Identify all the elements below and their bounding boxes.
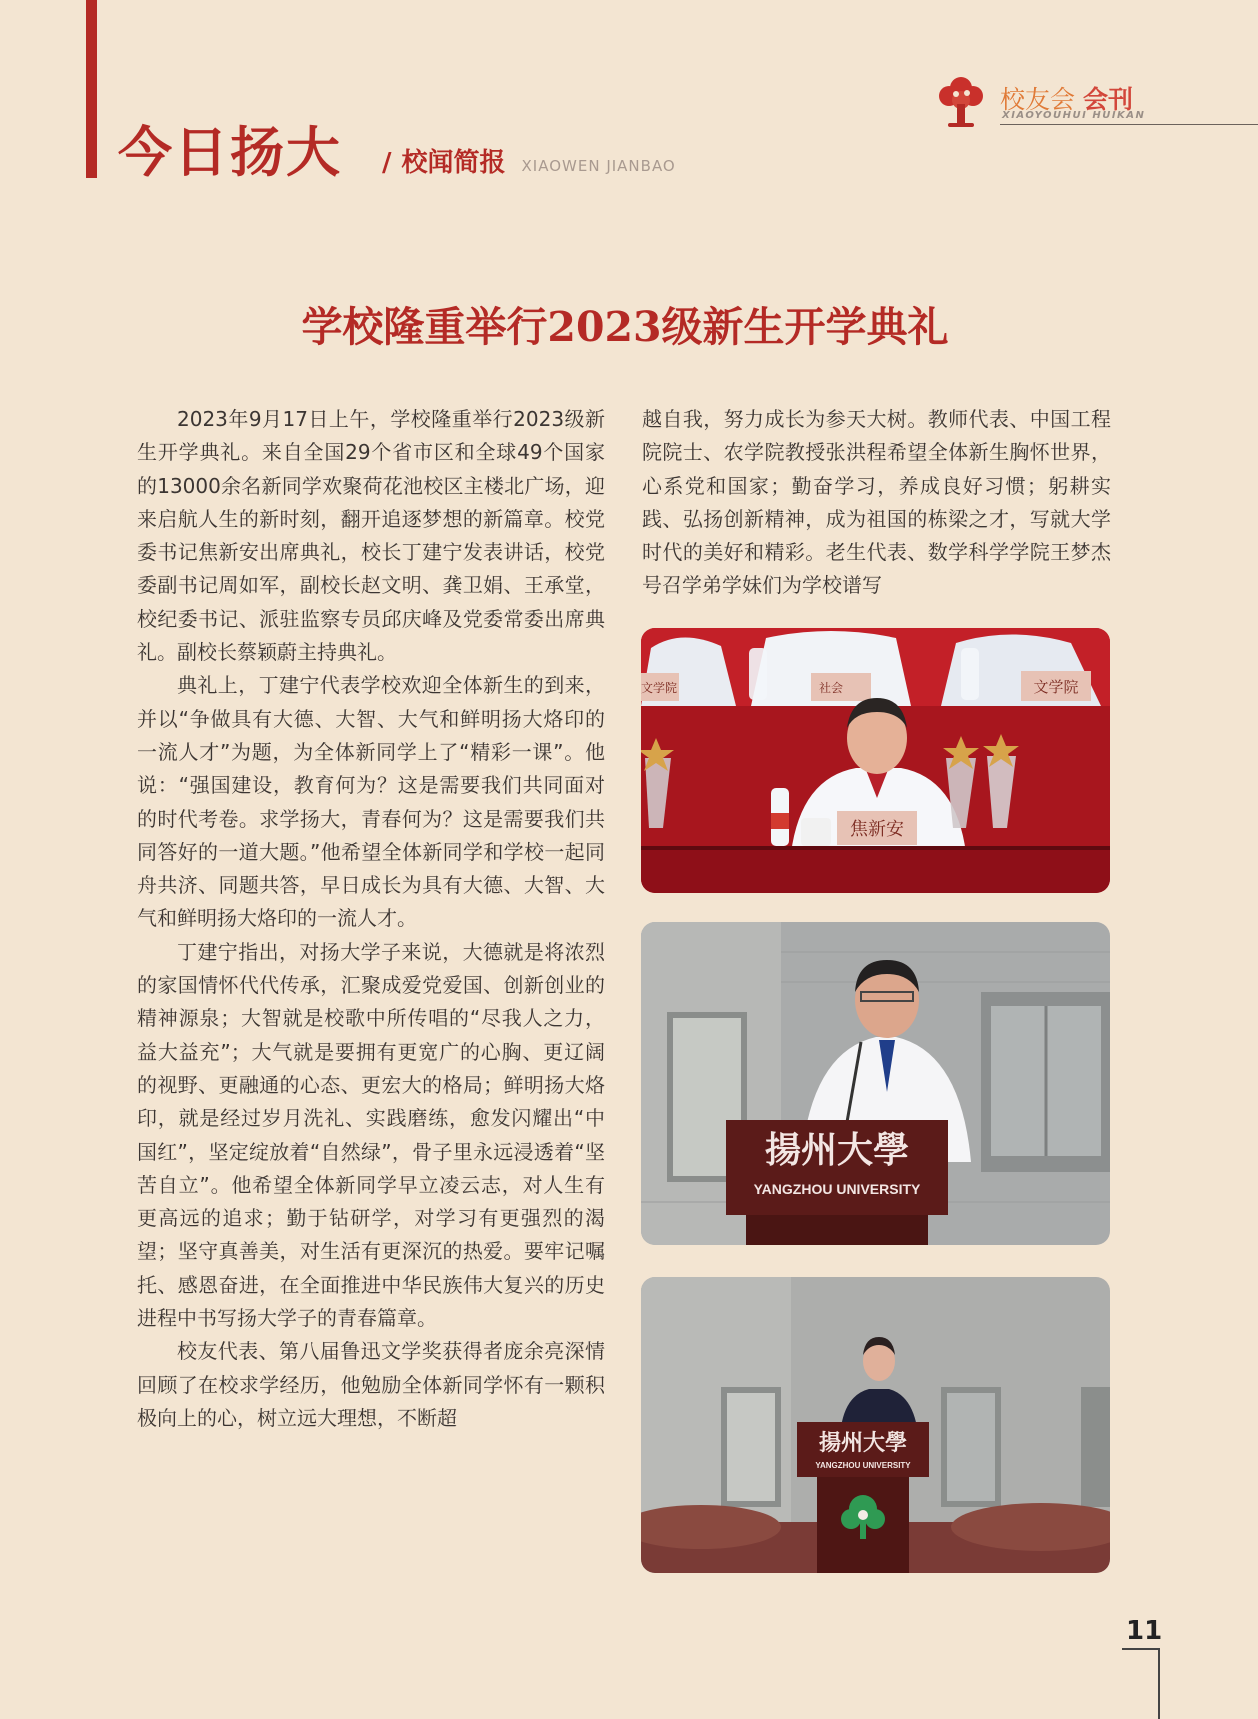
header-rule [1000,124,1258,125]
accent-bar [86,0,97,178]
tree-logo-icon [936,74,986,128]
subtitle-en: XIAOWEN JIANBAO [521,157,676,175]
magazine-name-a: 校友会 [1000,85,1076,114]
section-title: 今日扬大 [118,121,342,184]
section-subtitle [382,142,676,179]
nameplate-text: 焦新安 [850,819,904,840]
podium-text-cn: 揚州大學 [818,1430,908,1456]
article-paragraph-continued: 越自我，努力成长为参天大树。教师代表、中国工程院院士、农学院教授张洪程希望全体新生胸怀世界，心系党和国家；勤奋学习，养成良好习惯；躬耕实践、弘扬创新精神，成为祖国的栋梁之才，写就大学时代的美好和精彩。老生代表、数学科学学院王梦杰号召学弟学妹们为学校谱写 [642,407,1111,598]
photo-ceremony-table [641,628,1110,893]
photo-speaker-podium [641,922,1110,1245]
page-number-rule-vertical [1158,1648,1160,1719]
subtitle-slash: / [382,148,392,178]
name-card-text: 文学院 [1033,678,1079,696]
article-headline: 学校隆重举行2023级新生开学典礼 [301,303,949,351]
podium-text-cn: 揚州大學 [764,1129,910,1171]
podium-text-en: YANGZHOU UNIVERSITY [815,1461,911,1470]
page-number-rule [1122,1648,1160,1650]
page-number: 11 [1126,1616,1163,1646]
article-paragraph: 典礼上，丁建宁代表学校欢迎全体新生的到来，并以“争做具有大德、大智、大气和鲜明扬大烙印的一流人才”为题，为全体新同学上了“精彩一课”。他说：“强国建设，教育何为？这是需要我们共同面对的时代考卷。求学扬大，青春何为？这是需要我们共同答好的一道大题。”他希望全体新同学和学校一起同舟共济、同题共答，早日成长为具有大德、大智、大气和鲜明扬大烙印的一流人才。 [137,673,605,931]
name-card-text: 社会 [818,681,844,695]
subtitle-cn: 校闻简报 [401,148,506,178]
name-card-text: 文学院 [641,681,678,695]
photo-host-podium [641,1277,1110,1573]
article-paragraph: 2023年9月17日上午，学校隆重举行2023级新生开学典礼。来自全国29个省市区和全球49个国家的13000余名新同学欢聚荷花池校区主楼北广场，迎来启航人生的新时刻，翻开追逐梦想的新篇章。校党委书记焦新安出席典礼，校长丁建宁发表讲话，校党委副书记周如军，副校长赵文明、龚卫娟、王承堂，校纪委书记、派驻监察专员邱庆峰及党委常委出席典礼。副校长蔡颖蔚主持典礼。 [137,407,605,665]
magazine-name-b: 会刊 [1083,85,1134,114]
article-column-right [642,403,1111,603]
article-paragraph: 丁建宁指出，对扬大学子来说，大德就是将浓烈的家国情怀代代传承，汇聚成爱党爱国、创新创业的精神源泉；大智就是校歌中所传唱的“尽我人之力，益大益充”；大气就是要拥有更宽广的心胸、更辽阔的视野、更融通的心态、更宏大的格局；鲜明扬大烙印，就是经过岁月洗礼、实践磨练，愈发闪耀出“中国红”，坚定绽放着“自然绿”，骨子里永远浸透着“坚苦自立”。他希望全体新同学早立凌云志，对人生有更高远的追求；勤于钻研学，对学习有更强烈的渴望；坚守真善美，对生活有更深沉的热爱。要牢记嘱托、感恩奋进，在全面推进中华民族伟大复兴的历史进程中书写扬大学子的青春篇章。 [137,939,605,1331]
podium-text-en: YANGZHOU UNIVERSITY [753,1181,921,1197]
magazine-name-en: XIAOYOUHUI HUIKAN [1002,110,1146,121]
article-paragraph: 校友代表、第八届鲁迅文学奖获得者庞余亮深情回顾了在校求学经历，他勉励全体新同学怀有一颗积极向上的心，树立远大理想，不断超 [137,1339,605,1430]
article-column-left [137,403,605,1435]
